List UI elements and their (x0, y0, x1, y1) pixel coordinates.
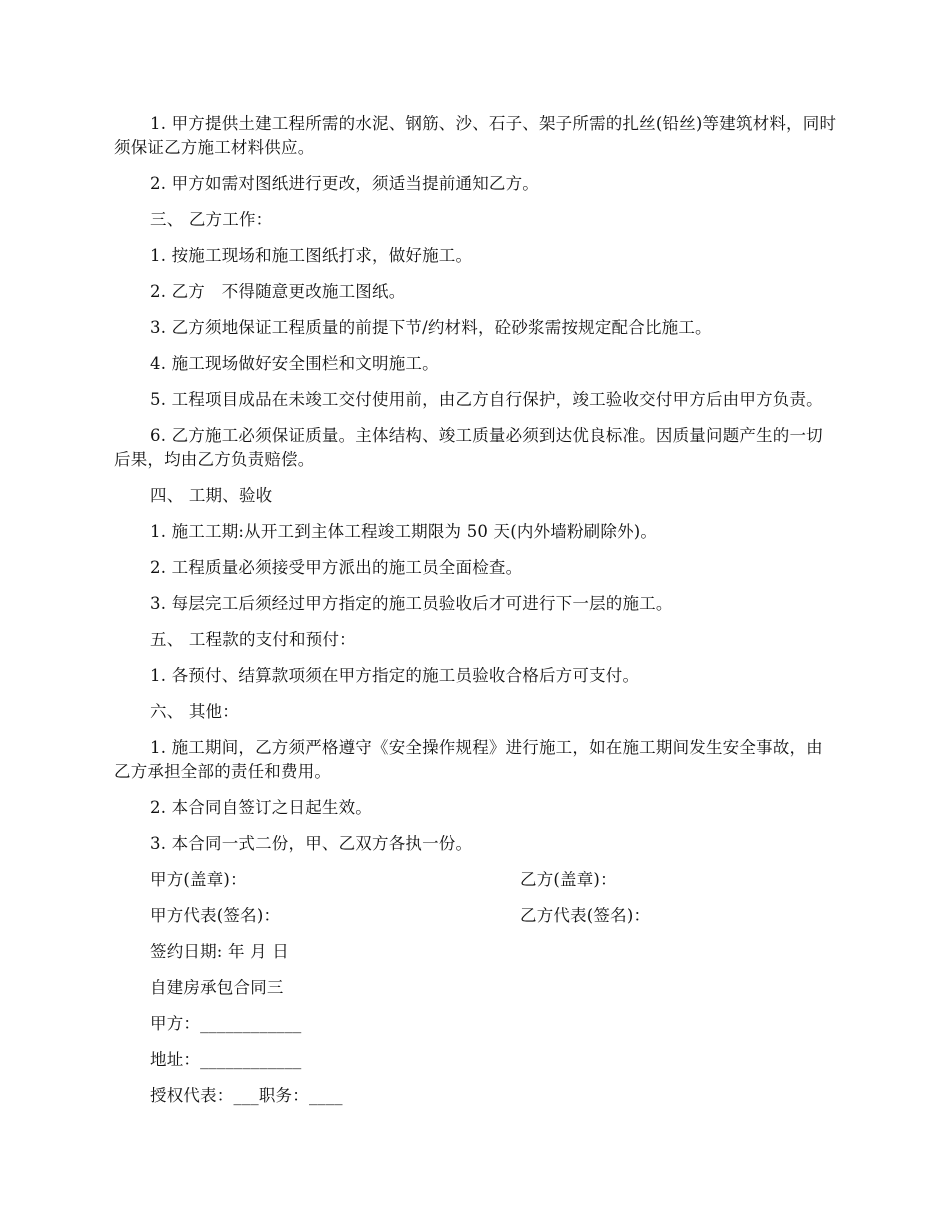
paragraph: 2. 甲方如需对图纸进行更改，须适当提前通知乙方。 (150, 174, 539, 193)
party-a-seal-label: 甲方(盖章)： (150, 870, 247, 889)
signature-block (114, 868, 838, 928)
section-heading: 三、 乙方工作： (150, 210, 273, 229)
contract-tail (114, 940, 838, 1108)
paragraph: 1. 各预付、结算款项须在甲方指定的施工员验收合格后方可支付。 (150, 666, 640, 685)
party-a-rep-label: 甲方代表(签名)： (150, 906, 281, 925)
section-heading: 四、 工期、验收 (150, 486, 273, 505)
paragraph: 2. 本合同自签订之日起生效。 (150, 798, 372, 817)
paragraph: 1. 施工工期:从开工到主体工程竣工期限为 50 天(内外墙粉刷除外)。 (150, 522, 658, 541)
paragraph: 3. 乙方须地保证工程质量的前提下节/约材料，砼砂浆需按规定配合比施工。 (150, 318, 712, 337)
section-heading: 六、 其他： (150, 702, 239, 721)
paragraph: 2. 乙方 不得随意更改施工图纸。 (150, 282, 406, 301)
party-a-field: 甲方：____________ (150, 1014, 302, 1033)
section-heading: 五、 工程款的支付和预付： (150, 630, 356, 649)
paragraph: 4. 施工现场做好安全围栏和文明施工。 (150, 354, 439, 373)
paragraph: 1. 甲方提供土建工程所需的水泥、钢筋、沙、石子、架子所需的扎丝(铅丝)等建筑材料，同时须保证乙方施工材料供应。 (114, 114, 837, 157)
paragraph: 3. 本合同一式二份，甲、乙双方各执一份。 (150, 834, 473, 853)
representative-row (114, 904, 838, 928)
contract-body (114, 112, 838, 856)
paragraph: 5. 工程项目成品在未竣工交付使用前，由乙方自行保护，竣工验收交付甲方后由甲方负责。 (150, 390, 823, 409)
address-field: 地址：____________ (150, 1050, 302, 1069)
paragraph: 3. 每层完工后须经过甲方指定的施工员验收后才可进行下一层的施工。 (150, 594, 673, 613)
party-b-seal-label: 乙方(盖章)： (520, 870, 617, 889)
party-b-rep-label: 乙方代表(签名)： (520, 906, 651, 925)
paragraph: 6. 乙方施工必须保证质量。主体结构、竣工质量必须到达优良标准。因质量问题产生的一切后果，均由乙方负责赔偿。 (114, 426, 823, 469)
signing-date: 签约日期: 年 月 日 (150, 942, 289, 961)
paragraph: 1. 施工期间，乙方须严格遵守《安全操作规程》进行施工，如在施工期间发生安全事故，由乙方承担全部的责任和费用。 (114, 738, 823, 781)
paragraph: 2. 工程质量必须接受甲方派出的施工员全面检查。 (150, 558, 523, 577)
authorized-rep-field: 授权代表：___职务：____ (150, 1086, 343, 1105)
paragraph: 1. 按施工现场和施工图纸打求，做好施工。 (150, 246, 473, 265)
seal-row (114, 868, 838, 892)
next-contract-title: 自建房承包合同三 (150, 978, 284, 997)
